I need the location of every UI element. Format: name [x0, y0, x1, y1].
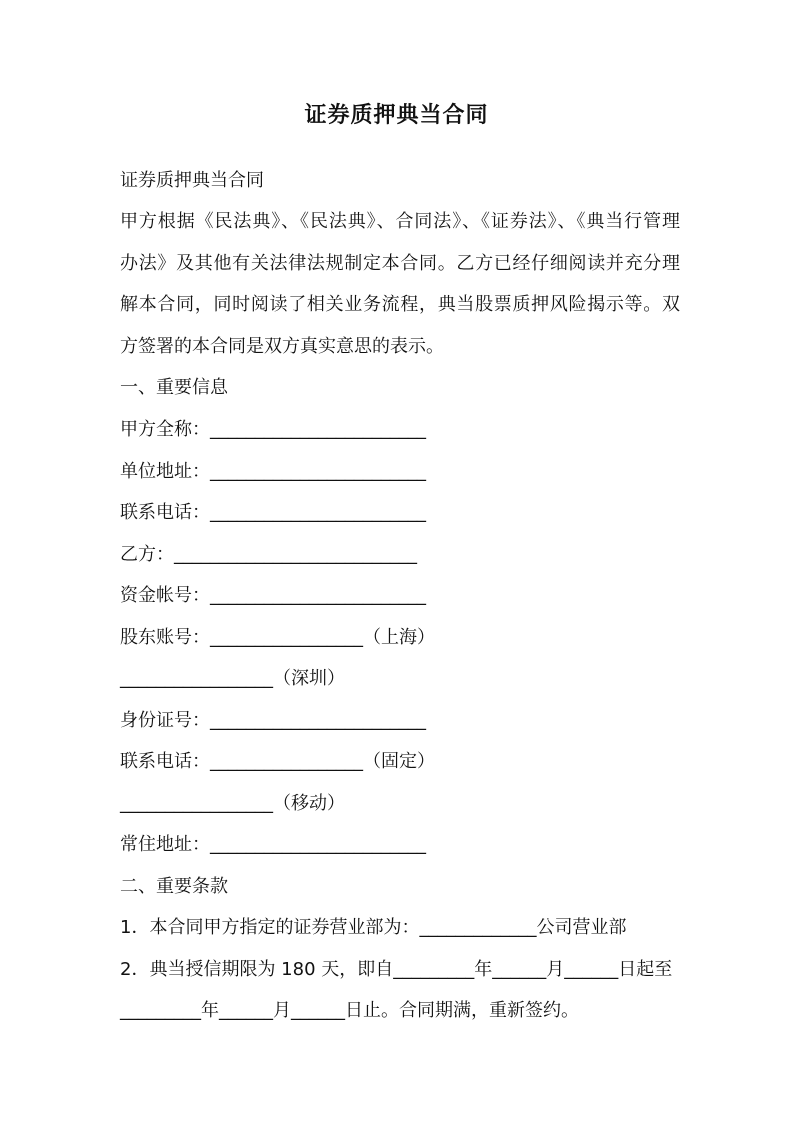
field-unit-address: 单位地址：________________________: [120, 461, 426, 482]
section-heading-important-terms: 二、重要条款: [120, 876, 228, 897]
field-contact-phone-a: 联系电话：________________________: [120, 502, 426, 523]
field-party-b: 乙方：___________________________: [120, 544, 417, 565]
field-permanent-address: 常住地址：________________________: [120, 834, 426, 855]
field-shareholder-account-shenzhen: _________________（深圳）: [120, 668, 345, 689]
paragraph-line-3: 解本合同，同时阅读了相关业务流程，典当股票质押风险揭示等。双: [120, 294, 680, 315]
paragraph-line-2: 办法》及其他有关法律法规制定本合同。乙方已经仔细阅读并充分理: [120, 253, 680, 274]
paragraph-line-4: 方签署的本合同是双方真实意思的表示。: [120, 336, 444, 357]
clause-1: 1．本合同甲方指定的证券营业部为：_____________公司营业部: [120, 917, 627, 938]
subtitle-line: 证券质押典当合同: [120, 170, 264, 191]
field-id-number: 身份证号：________________________: [120, 710, 426, 731]
clause-2-line-1: 2．典当授信期限为 180 天，即自_________年______月______日起至: [120, 959, 673, 980]
paragraph-line-1: 甲方根据《民法典》、《民法典》、合同法》、《证券法》、《典当行管理: [120, 211, 680, 232]
field-shareholder-account-shanghai: 股东账号：_________________（上海）: [120, 627, 435, 648]
field-fund-account: 资金帐号：________________________: [120, 585, 426, 606]
field-party-a-name: 甲方全称：________________________: [120, 419, 426, 440]
section-heading-important-info: 一、重要信息: [120, 377, 228, 398]
field-contact-phone-mobile: _________________（移动）: [120, 793, 345, 814]
field-contact-phone-fixed: 联系电话：_________________（固定）: [120, 751, 435, 772]
clause-2-line-2: _________年______月______日止。合同期满，重新签约。: [120, 1000, 579, 1021]
document-title: 证券质押典当合同: [304, 103, 489, 128]
